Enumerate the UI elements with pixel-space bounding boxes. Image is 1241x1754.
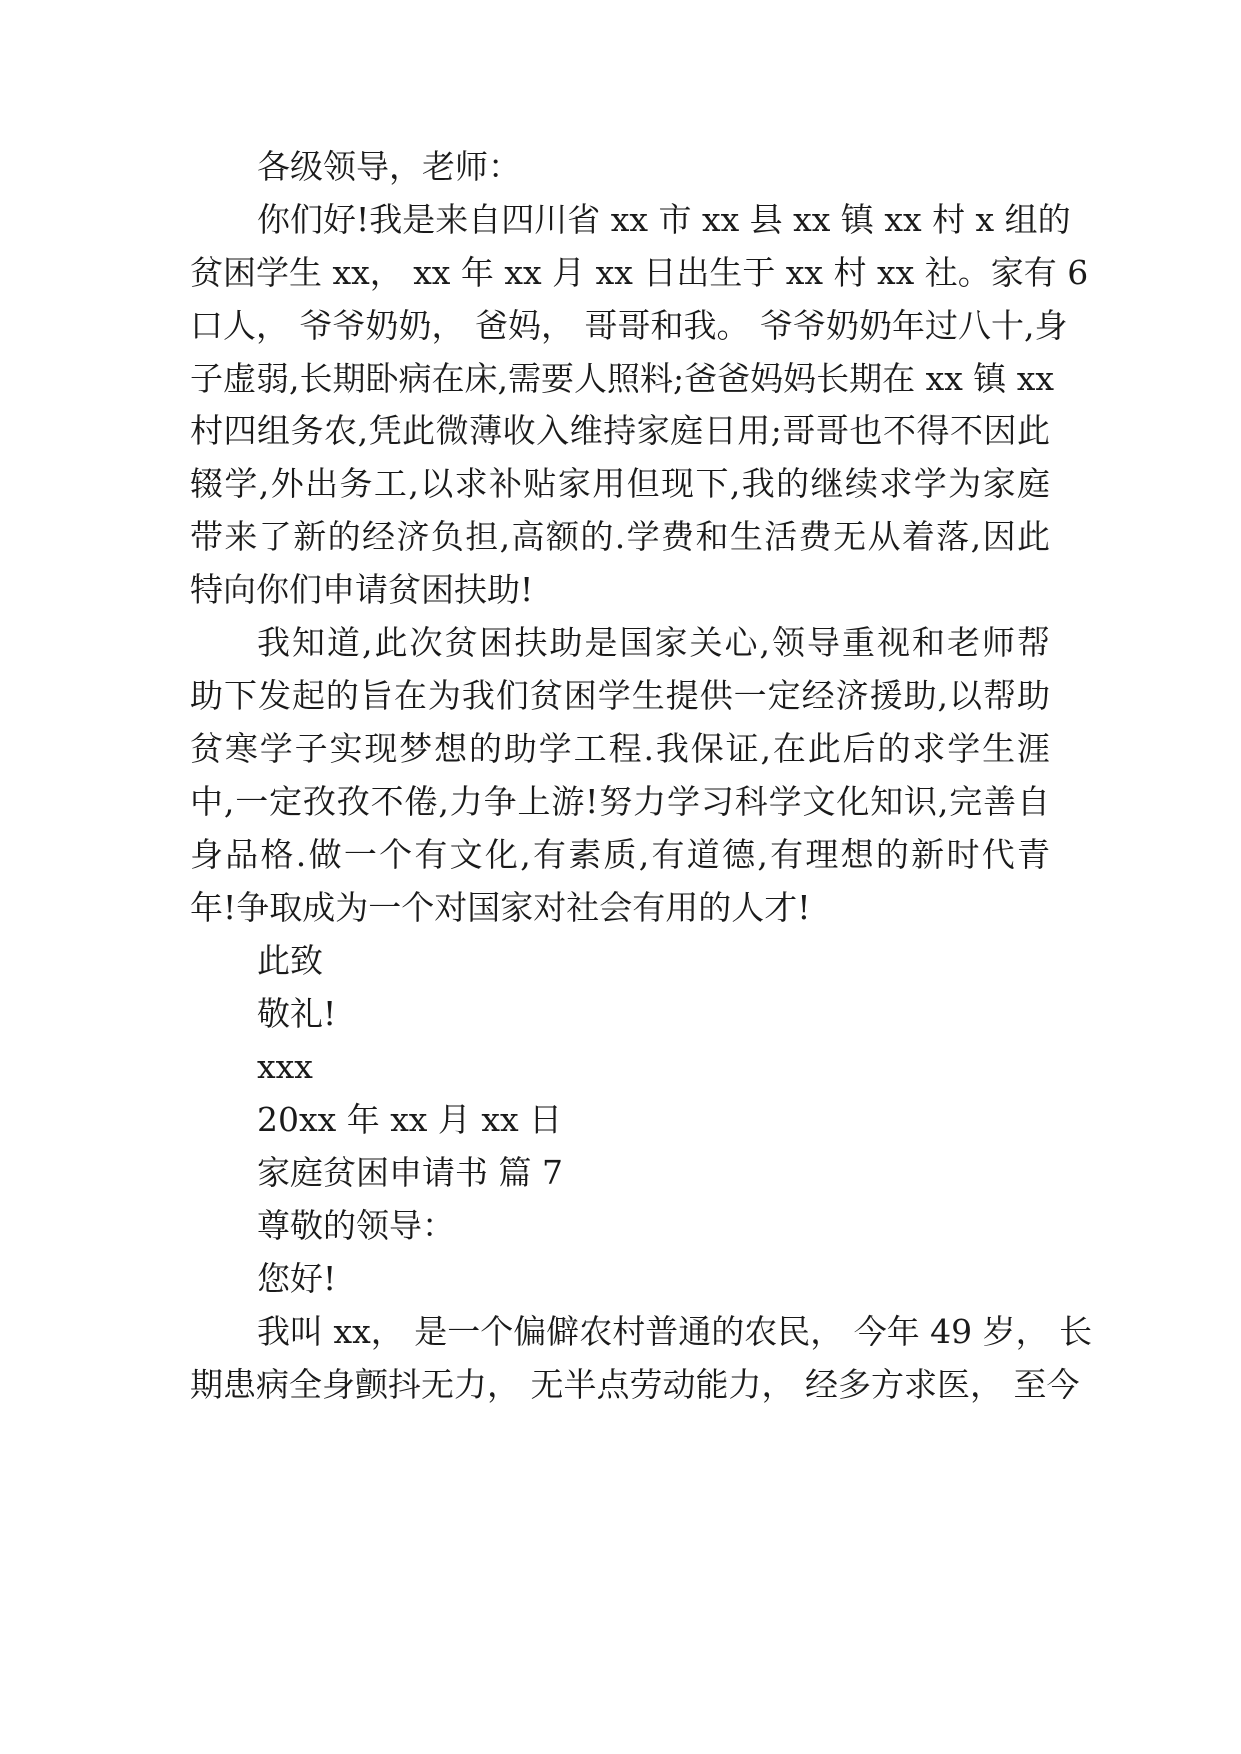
body-line: 期患病全身颤抖无力， 无半点劳动能力， 经多方求医， 至今 xyxy=(190,1365,1080,1404)
body-line: 年!争取成为一个对国家对社会有用的人才! xyxy=(190,888,811,927)
body-line: 子虚弱,长期卧病在床,需要人照料;爸爸妈妈长期在 xx 镇 xx xyxy=(190,359,1055,398)
body-line: 你们好!我是来自四川省 xx 市 xx 县 xx 镇 xx 村 x 组的 xyxy=(257,200,1071,239)
body-line: 辍学,外出务工,以求补贴家用但现下,我的继续求学为家庭 xyxy=(190,464,1050,503)
salutation-line: 各级领导，老师： xyxy=(257,147,521,186)
body-line: 带来了新的经济负担,高额的.学费和生活费无从着落,因此 xyxy=(190,517,1050,556)
salutation-line: 尊敬的领导： xyxy=(257,1206,455,1245)
body-line: 身品格.做一个有文化,有素质,有道德,有理想的新时代青 xyxy=(190,835,1050,874)
body-line: 我知道,此次贫困扶助是国家关心,领导重视和老师帮 xyxy=(257,623,1050,662)
section-heading: 家庭贫困申请书 篇 7 xyxy=(257,1153,563,1192)
signature-date: 20xx 年 xx 月 xx 日 xyxy=(257,1100,563,1139)
closing-line: 此致 xyxy=(257,941,323,980)
body-line: 口人， 爷爷奶奶， 爸妈， 哥哥和我。 爷爷奶奶年过八十,身 xyxy=(190,306,1068,345)
body-line: 特向你们申请贫困扶助! xyxy=(190,570,534,609)
signature-name: xxx xyxy=(257,1047,313,1086)
body-line: 中,一定孜孜不倦,力争上游!努力学习科学文化知识,完善自 xyxy=(190,782,1050,821)
body-line: 我叫 xx， 是一个偏僻农村普通的农民， 今年 49 岁， 长 xyxy=(257,1312,1093,1351)
body-line: 贫寒学子实现梦想的助学工程.我保证,在此后的求学生涯 xyxy=(190,729,1050,768)
body-line: 助下发起的旨在为我们贫困学生提供一定经济援助,以帮助 xyxy=(190,676,1050,715)
body-line: 贫困学生 xx， xx 年 xx 月 xx 日出生于 xx 村 xx 社。家有 6 xyxy=(190,253,1089,292)
body-line: 村四组务农,凭此微薄收入维持家庭日用;哥哥也不得不因此 xyxy=(190,411,1050,450)
closing-regards: 敬礼! xyxy=(257,994,337,1033)
greeting-line: 您好! xyxy=(257,1259,337,1298)
